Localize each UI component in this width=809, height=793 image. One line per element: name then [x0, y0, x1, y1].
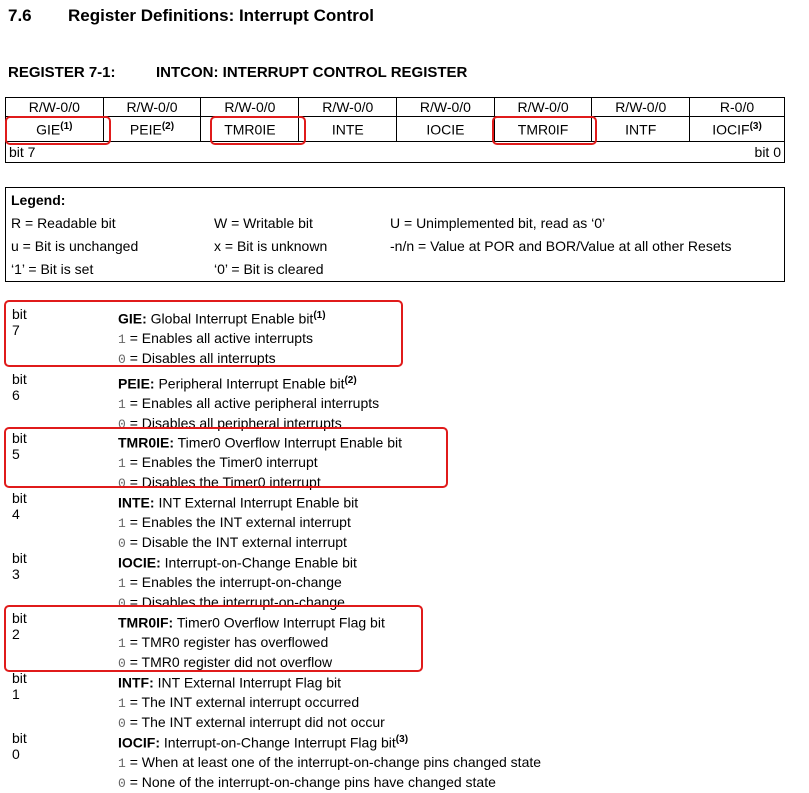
legend-u-lower: u = Bit is unchanged — [11, 238, 139, 254]
access-cell: R/W-0/0 — [6, 98, 104, 117]
access-row — [6, 98, 785, 117]
register-heading — [8, 64, 467, 81]
bit-name-cell: PEIE$^{(2)}$ — [103, 117, 201, 142]
bit-name-row — [6, 117, 785, 142]
highlight-bit5 — [4, 427, 448, 488]
bit-label: bit 6 — [12, 371, 27, 403]
access-cell: R/W-0/0 — [494, 98, 592, 117]
legend-u: U = Unimplemented bit, read as ‘0’ — [390, 215, 606, 231]
access-cell: R/W-0/0 — [592, 98, 690, 117]
access-cell: R/W-0/0 — [103, 98, 201, 117]
access-cell: R-0/0 — [690, 98, 785, 117]
bit-name-cell: IOCIE — [397, 117, 495, 142]
highlight-bit2 — [4, 605, 423, 672]
bit-field-name: IOCIF: — [118, 734, 160, 751]
legend-box — [5, 187, 785, 282]
bit-range-row — [6, 142, 785, 163]
highlight-bit7 — [4, 300, 403, 367]
bit-name-cell: IOCIF$^{(3)}$ — [690, 117, 785, 142]
legend-title: Legend: — [11, 192, 66, 208]
highlight-tmr0ie — [210, 116, 306, 145]
access-cell: R/W-0/0 — [201, 98, 299, 117]
bit-field-name: PEIE: — [118, 375, 155, 392]
bit-name-cell: TMR0IF — [494, 117, 592, 142]
bit-label: bit 0 — [12, 730, 27, 762]
bit-field-name: IOCIE: — [118, 554, 161, 571]
legend-x: x = Bit is unknown — [214, 238, 328, 254]
access-cell: R/W-0/0 — [299, 98, 397, 117]
bit-name-cell: GIE$^{(1)}$ — [6, 117, 104, 142]
legend-r: R = Readable bit — [11, 215, 116, 231]
bit-name-cell: TMR0IE — [201, 117, 299, 142]
access-cell: R/W-0/0 — [397, 98, 495, 117]
section-title: Register Definitions: Interrupt Control — [68, 6, 374, 25]
bit-field-name: INTE: — [118, 494, 155, 511]
bit-label: bit 3 — [12, 550, 27, 582]
legend-nn: -n/n = Value at POR and BOR/Value at all other Resets — [390, 238, 732, 254]
bit-label: bit 4 — [12, 490, 27, 522]
bit-high-label: bit 7 — [9, 144, 36, 160]
bit-field-name: GIE: — [118, 310, 147, 327]
register-title: INTCON: INTERRUPT CONTROL REGISTER — [156, 64, 468, 81]
bit-field-name: TMR0IE: — [118, 434, 174, 451]
bit-name-cell: INTE — [299, 117, 397, 142]
bit-field-name: INTF: — [118, 674, 154, 691]
legend-w: W = Writable bit — [214, 215, 313, 231]
bit-label: bit 1 — [12, 670, 27, 702]
bit-label: bit 7 — [12, 306, 27, 338]
register-table — [5, 97, 785, 163]
register-number: REGISTER 7-1: — [8, 64, 116, 81]
legend-zero: ‘0’ = Bit is cleared — [214, 261, 324, 277]
bit-field-name: TMR0IF: — [118, 614, 174, 631]
bit-low-label: bit 0 — [754, 144, 781, 160]
legend-one: ‘1’ = Bit is set — [11, 261, 94, 277]
section-heading — [8, 6, 374, 26]
bit-label: bit 2 — [12, 610, 27, 642]
highlight-gie — [5, 116, 111, 145]
highlight-tmr0if — [492, 116, 597, 145]
bit-name-cell: INTF — [592, 117, 690, 142]
section-number: 7.6 — [8, 6, 32, 25]
bit-label: bit 5 — [12, 430, 27, 462]
